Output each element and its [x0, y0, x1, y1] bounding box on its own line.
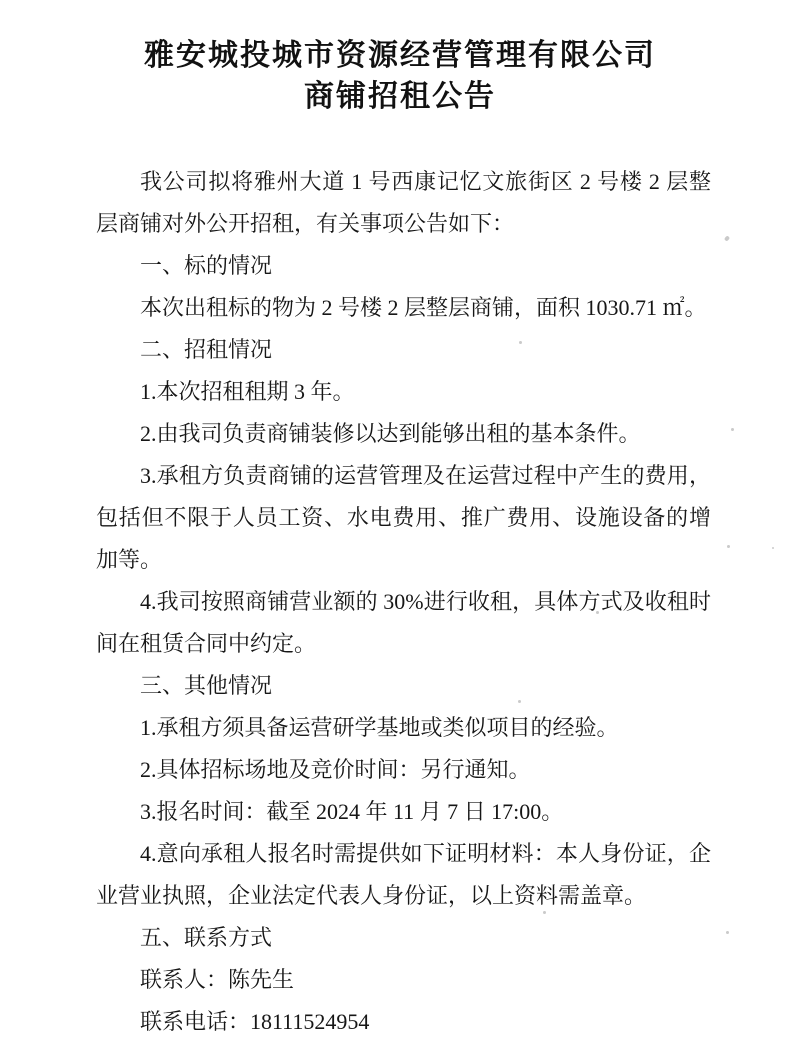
- scan-speck: [772, 547, 774, 549]
- section-2-item-4: 4.我司按照商铺营业额的 30%进行收租，具体方式及收租时间在租赁合同中约定。: [96, 589, 711, 657]
- section-1-item-1: 本次出租标的物为 2 号楼 2 层整层商铺，面积 1030.71 ㎡。: [140, 295, 707, 321]
- scan-speck: [596, 611, 599, 614]
- scan-speck: [731, 428, 734, 431]
- contact-phone-line: 联系电话：18111524954: [140, 1009, 370, 1035]
- scan-speck: [518, 700, 521, 703]
- scan-speck: [519, 341, 522, 344]
- section-2-item-2: 2.由我司负责商铺装修以达到能够出租的基本条件。: [140, 421, 641, 447]
- section-5-heading: 五、联系方式: [140, 925, 273, 951]
- intro-paragraph: 我公司拟将雅州大道 1 号西康记忆文旅街区 2 号楼 2 层整层商铺对外公开招租，有关事项公告如下：: [96, 169, 711, 237]
- announcement-title-line: 商铺招租公告: [304, 80, 496, 114]
- scan-speck: [543, 911, 546, 914]
- document-body: [96, 161, 711, 1043]
- section-2-item-1: 1.本次招租租期 3 年。: [140, 379, 355, 405]
- company-name-title-line: 雅安城投城市资源经营管理有限公司: [144, 39, 656, 73]
- section-3-heading: 三、其他情况: [140, 673, 273, 699]
- contact-person-line: 联系人：陈先生: [140, 967, 295, 993]
- section-3-item-3: 3.报名时间：截至 2024 年 11 月 7 日 17:00。: [140, 799, 564, 825]
- document-title: [0, 21, 800, 117]
- scan-speck: [727, 545, 730, 548]
- section-3-item-1: 1.承租方须具备运营研学基地或类似项目的经验。: [140, 715, 619, 741]
- scan-speck: [724, 235, 730, 241]
- section-3-item-4: 4.意向承租人报名时需提供如下证明材料：本人身份证，企业营业执照，企业法定代表人身份证，以上资料需盖章。: [96, 841, 711, 909]
- section-1-heading: 一、标的情况: [140, 253, 273, 279]
- scan-speck: [726, 931, 729, 934]
- section-2-item-3: 3.承租方负责商铺的运营管理及在运营过程中产生的费用，包括但不限于人员工资、水电费用、推广费用、设施设备的增加等。: [96, 463, 711, 573]
- section-2-heading: 二、招租情况: [140, 337, 273, 363]
- section-3-item-2: 2.具体招标场地及竞价时间：另行通知。: [140, 757, 531, 783]
